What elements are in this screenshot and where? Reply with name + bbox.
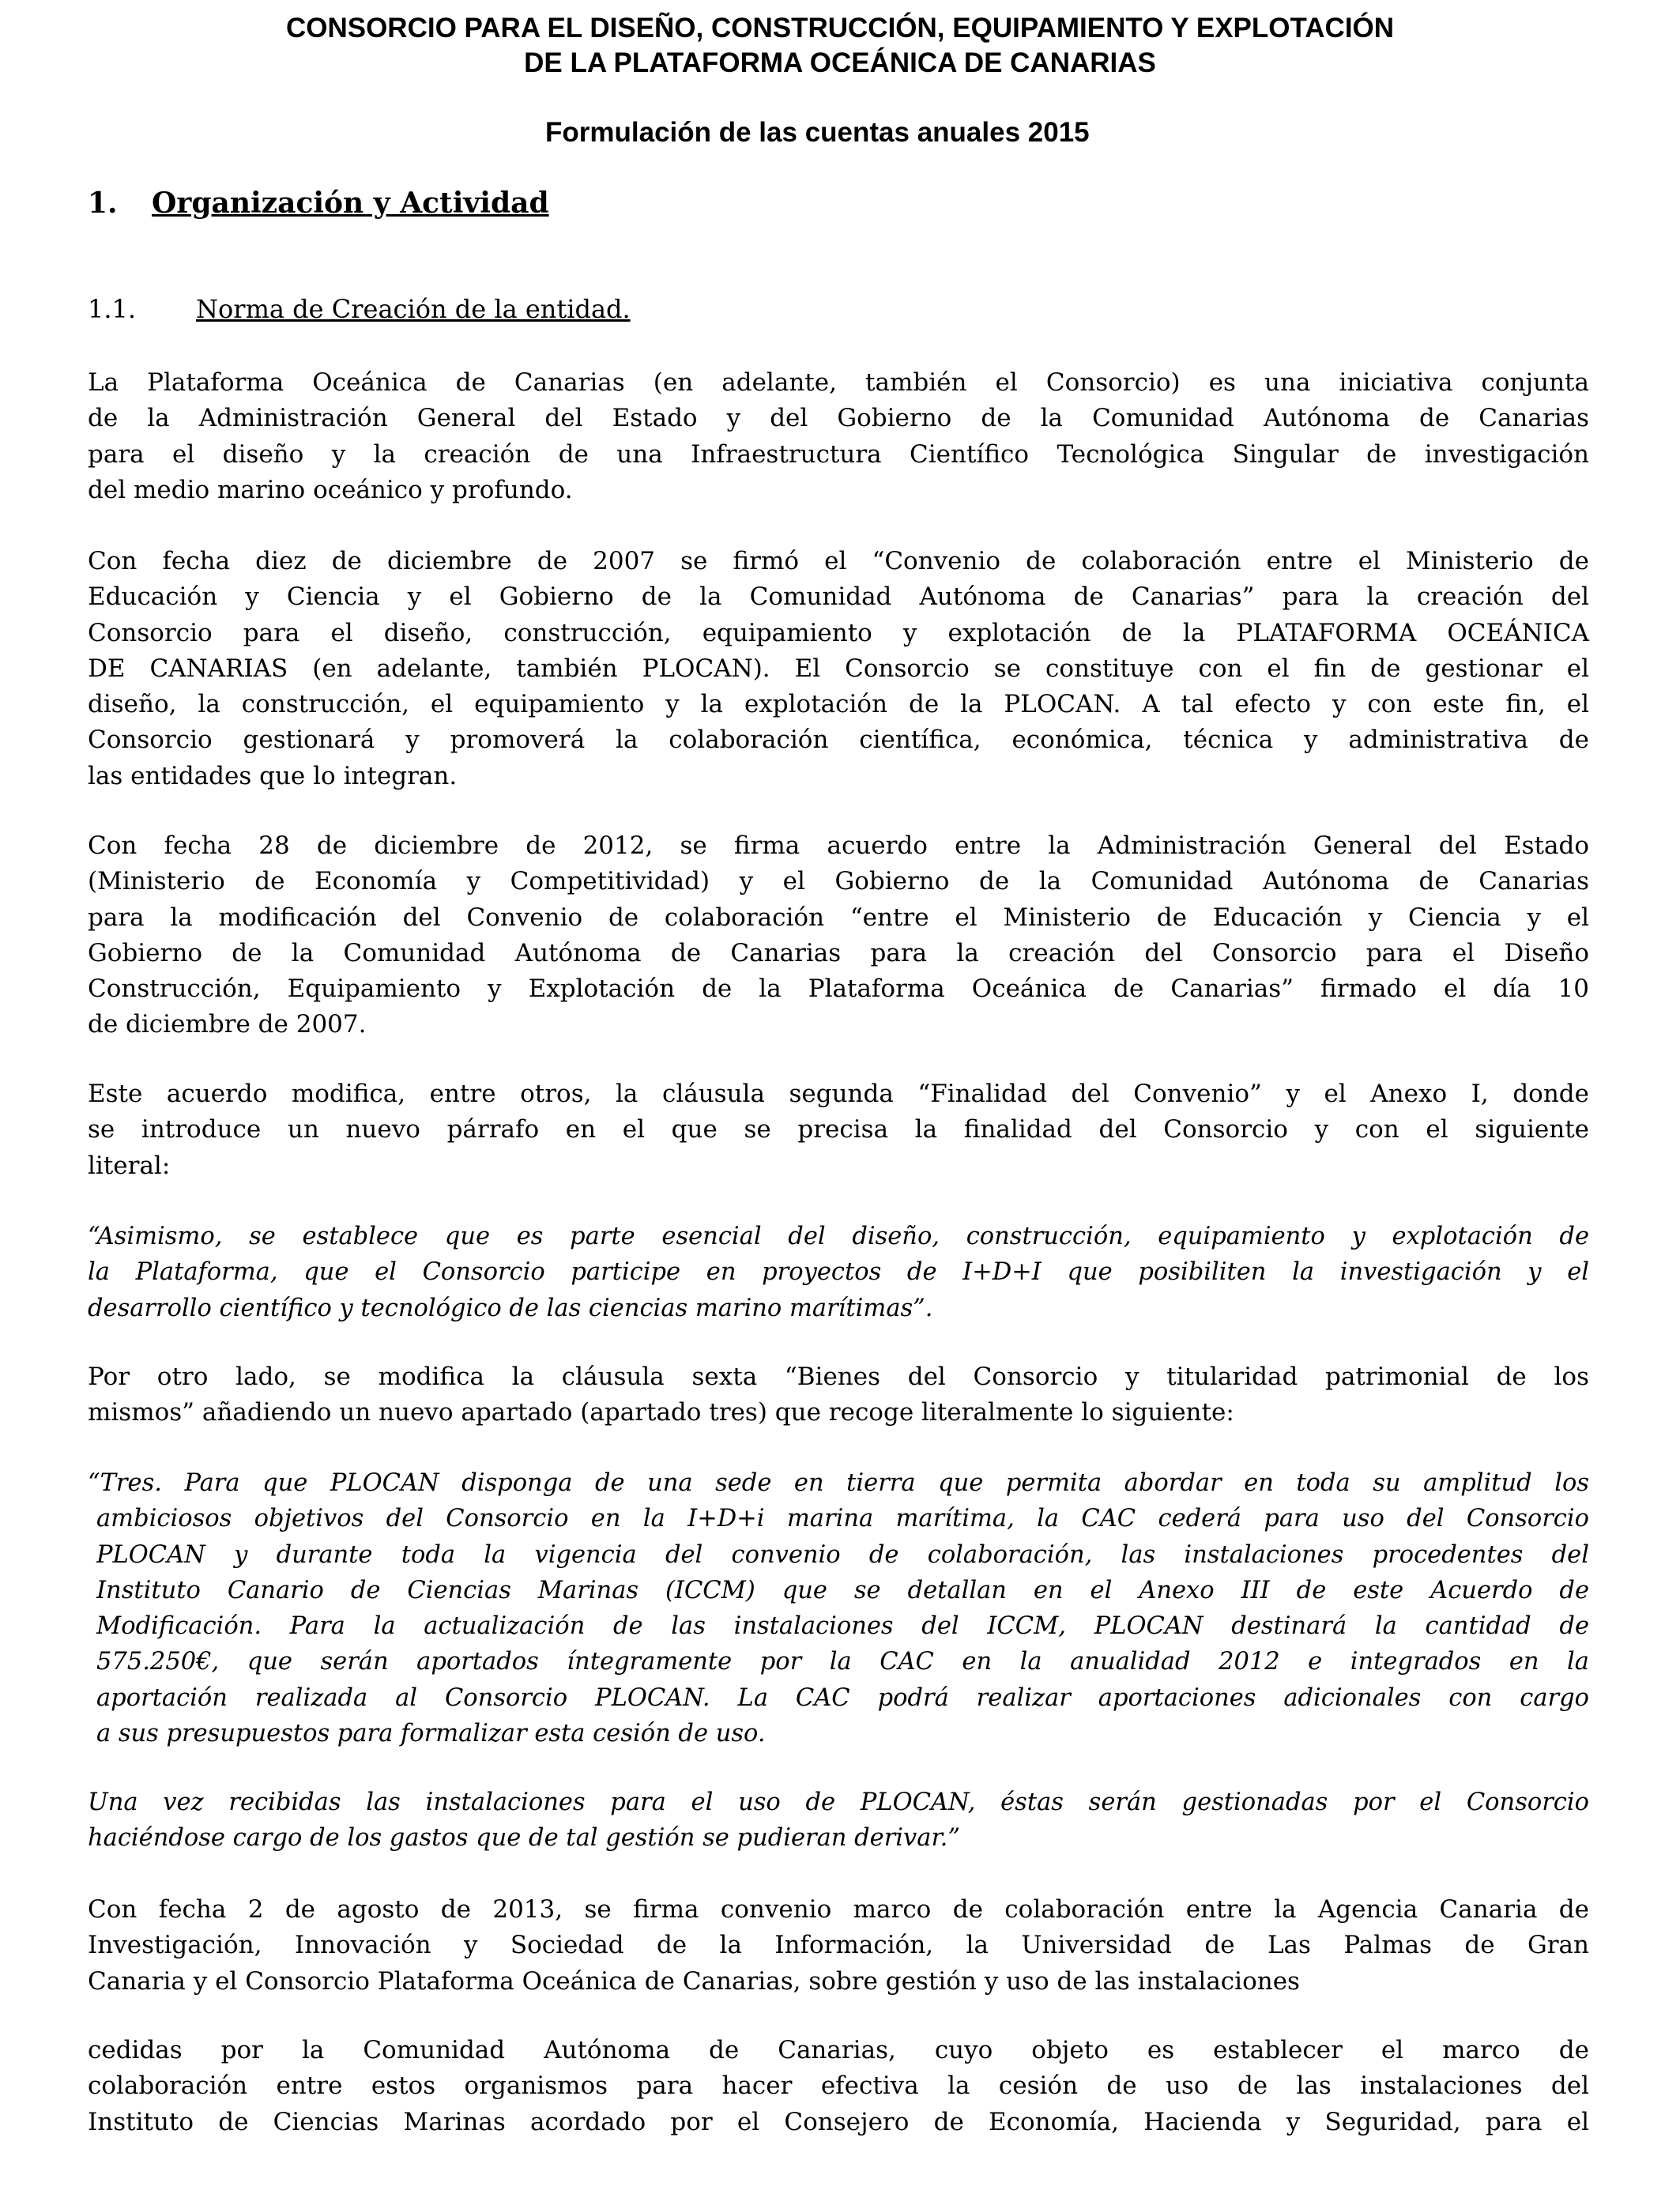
paragraph-line: Con fecha 2 de agosto de 2013, se firma convenio marco de colaboración entre la Agencia Canaria de	[88, 1895, 1589, 1924]
paragraph-line: Con fecha diez de diciembre de 2007 se firmó el “Convenio de colaboración entre el Ministerio de	[88, 547, 1589, 575]
paragraph-line: Por otro lado, se modifica la cláusula sexta “Bienes del Consorcio y titularidad patrimonial de los	[88, 1363, 1589, 1391]
paragraph-line: DE CANARIAS (en adelante, también PLOCAN). El Consorcio se constituye con el fin de gestionar el	[88, 654, 1589, 683]
document-header-line-2: DE LA PLATAFORMA OCEÁNICA DE CANARIAS	[524, 47, 1156, 78]
paragraph-line: PLOCAN y durante toda la vigencia del convenio de colaboración, las instalaciones procedentes del	[96, 1540, 1589, 1569]
paragraph-modificacion	[88, 1076, 1589, 1184]
paragraph-line: a sus presupuestos para formalizar esta cesión de uso.	[96, 1720, 766, 1748]
paragraph-line: Con fecha 28 de diciembre de 2012, se firma acuerdo entre la Administración General del Estado	[88, 831, 1589, 860]
paragraph-line: la Plataforma, que el Consorcio participe en proyectos de I+D+I que posibiliten la investigación y el	[88, 1258, 1589, 1287]
paragraph-line: Consorcio para el diseño, construcción, equipamiento y explotación de la PLATAFORMA OCEÁNICA	[88, 618, 1589, 647]
paragraph-line: para la modificación del Convenio de colaboración “entre el Ministerio de Educación y Ciencia y el	[88, 903, 1589, 932]
paragraph-line: “Tres. Para que PLOCAN disponga de una sede en tierra que permita abordar en toda su amplitud los	[88, 1469, 1589, 1497]
paragraph-line: Educación y Ciencia y el Gobierno de la Comunidad Autónoma de Canarias” para la creación del	[88, 582, 1589, 612]
paragraph-line: Construcción, Equipamiento y Explotación de la Plataforma Oceánica de Canarias” firmado el día 10	[88, 974, 1589, 1004]
paragraph-line: se introduce un nuevo párrafo en el que se precisa la finalidad del Consorcio y con el siguiente	[88, 1115, 1589, 1144]
document-header-line-1: CONSORCIO PARA EL DISEÑO, CONSTRUCCIÓN, EQUIPAMIENTO Y EXPLOTACIÓN	[285, 13, 1395, 43]
paragraph-line: colaboración entre estos organismos para hacer efectiva la cesión de uso de las instalaciones del	[88, 2071, 1589, 2101]
quote-tres	[88, 1465, 1589, 1751]
section-number: 1.	[88, 187, 118, 220]
paragraph-line: “Asimismo, se establece que es parte esencial del diseño, construcción, equipamiento y explotación de	[88, 1223, 1589, 1250]
paragraph-line: diseño, la construcción, el equipamiento y la explotación de la PLOCAN. A tal efecto y con este fin, el	[88, 690, 1589, 719]
paragraph-convenio-2007	[88, 544, 1589, 794]
paragraph-line: de diciembre de 2007.	[88, 1010, 367, 1039]
paragraph-line: 575.250€, que serán aportados íntegramente por la CAC en la anualidad 2012 e integrados en la	[96, 1648, 1589, 1676]
paragraph-line: del medio marino oceánico y profundo.	[88, 475, 573, 504]
paragraph-line: (Ministerio de Economía y Competitividad) y el Gobierno de la Comunidad Autónoma de Canarias	[88, 867, 1589, 896]
section-title: Organización y Actividad	[152, 187, 549, 220]
paragraph-line: Instituto de Ciencias Marinas acordado por el Consejero de Economía, Hacienda y Seguridad, para el	[88, 2107, 1589, 2136]
paragraph-line: cedidas por la Comunidad Autónoma de Canarias, cuyo objeto es establecer el marco de	[88, 2036, 1589, 2064]
paragraph-line: La Plataforma Oceánica de Canarias (en adelante, también el Consorcio) es una iniciativa conjunta	[88, 368, 1589, 397]
subsection-number: 1.1.	[88, 294, 137, 324]
paragraph-line: Consorcio gestionará y promoverá la colaboración científica, económica, técnica y administrativa de	[88, 726, 1589, 755]
quote-asimismo	[88, 1219, 1589, 1326]
paragraph-line: las entidades que lo integran.	[88, 761, 458, 790]
paragraph-line: Gobierno de la Comunidad Autónoma de Canarias para la creación del Consorcio para el Diseño	[88, 938, 1589, 967]
document-subtitle: Formulación de las cuentas anuales 2015	[545, 117, 1090, 148]
paragraph-acuerdo-2012	[88, 828, 1589, 1043]
paragraph-line: para el diseño y la creación de una Infraestructura Científico Tecnológica Singular de investigación	[88, 439, 1589, 469]
paragraph-cedidas	[88, 2033, 1589, 2140]
paragraph-line: Modificación. Para la actualización de las instalaciones del ICCM, PLOCAN destinará la cantidad de	[96, 1612, 1589, 1641]
paragraph-line: haciéndose cargo de los gastos que de tal gestión se pudieran derivar.”	[88, 1824, 960, 1853]
paragraph-convenio-2013	[88, 1892, 1589, 2000]
paragraph-line: Instituto Canario de Ciencias Marinas (ICCM) que se detallan en el Anexo III de este Acuerdo de	[96, 1576, 1589, 1604]
paragraph-line: aportación realizada al Consorcio PLOCAN. La CAC podrá realizar aportaciones adicionales con cargo	[96, 1683, 1589, 1712]
paragraph-line: de la Administración General del Estado y del Gobierno de la Comunidad Autónoma de Canarias	[88, 404, 1589, 433]
paragraph-line: Una vez recibidas las instalaciones para el uso de PLOCAN, éstas serán gestionadas por el Consorcio	[88, 1789, 1589, 1816]
paragraph-line: ambiciosos objetivos del Consorcio en la I+D+i marina marítima, la CAC cederá para uso del Consorcio	[96, 1505, 1589, 1533]
paragraph-clausula-sexta	[88, 1359, 1589, 1431]
paragraph-line: mismos” añadiendo un nuevo apartado (apartado tres) que recoge literalmente lo siguiente:	[88, 1398, 1234, 1427]
paragraph-intro	[88, 365, 1589, 508]
subsection-title: Norma de Creación de la entidad.	[196, 294, 631, 324]
paragraph-line: literal:	[88, 1151, 171, 1180]
paragraph-line: desarrollo científico y tecnológico de las ciencias marino marítimas”.	[88, 1294, 933, 1322]
paragraph-line: Investigación, Innovación y Sociedad de la Información, la Universidad de Las Palmas de Gran	[88, 1931, 1589, 1960]
paragraph-line: Canaria y el Consorcio Plataforma Oceánica de Canarias, sobre gestión y uso de las instalaciones	[88, 1966, 1300, 1996]
paragraph-line: Este acuerdo modifica, entre otros, la cláusula segunda “Finalidad del Convenio” y el Anexo I, donde	[88, 1080, 1589, 1108]
quote-una-vez	[88, 1785, 1589, 1857]
